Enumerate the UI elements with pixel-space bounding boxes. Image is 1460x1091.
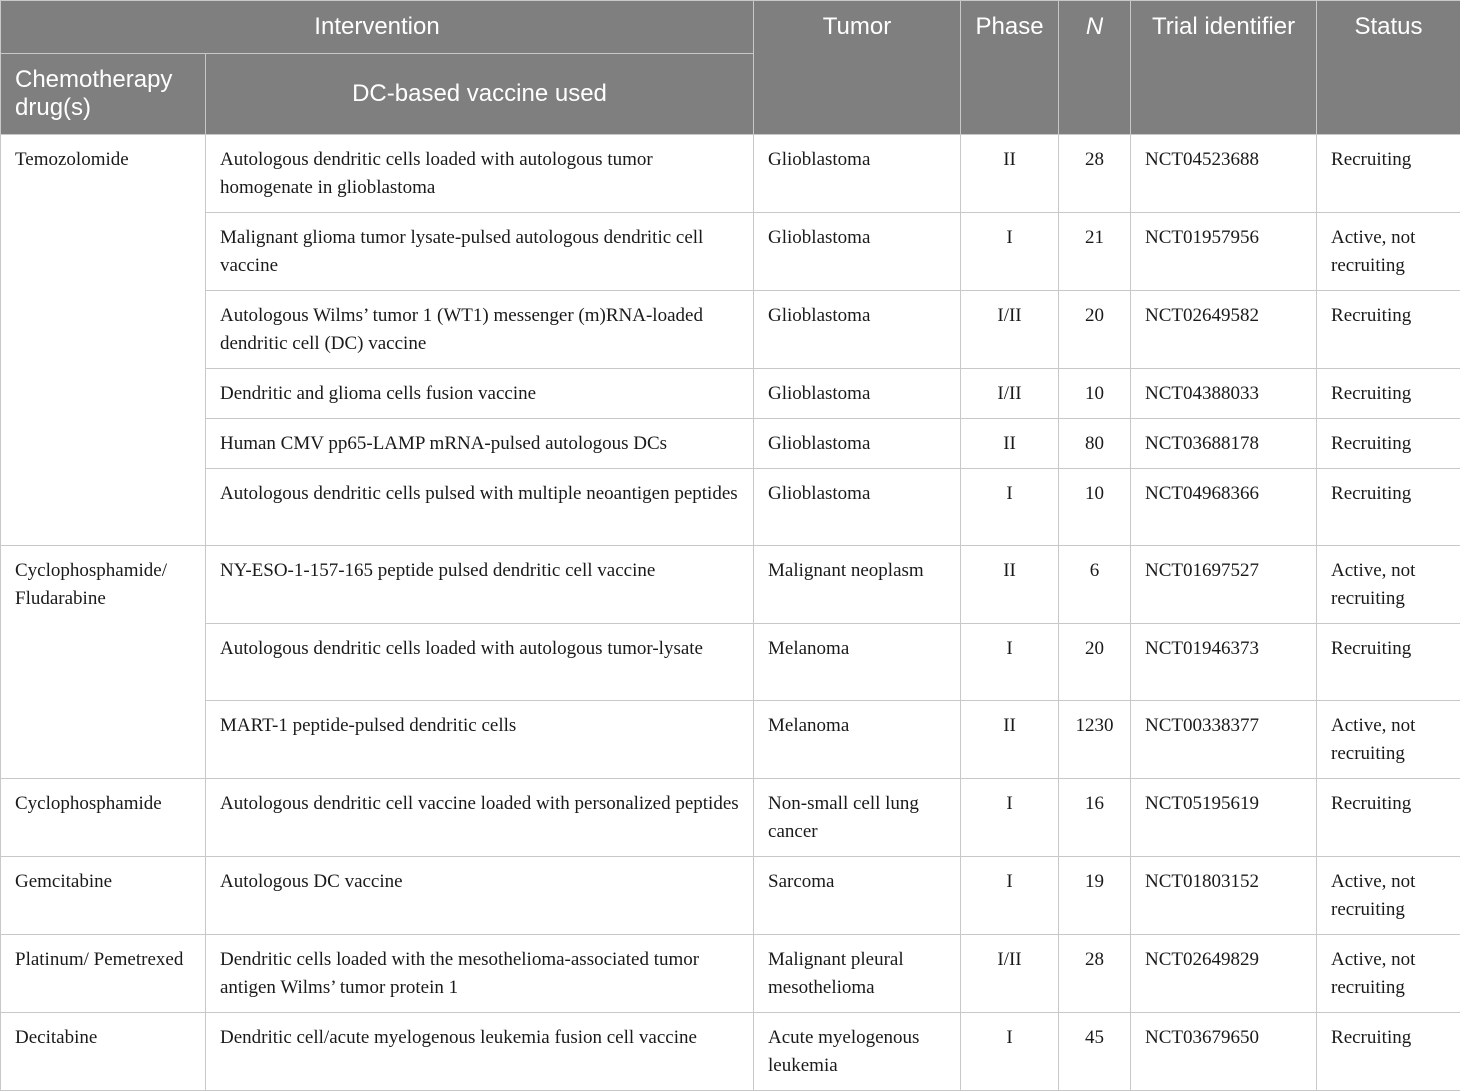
phase-cell: I/II	[961, 935, 1059, 1013]
status-cell: Recruiting	[1317, 291, 1460, 369]
vaccine-cell: Autologous dendritic cells pulsed with multiple neoantigen peptides	[206, 469, 754, 546]
status-cell: Recruiting	[1317, 369, 1460, 419]
status-cell: Recruiting	[1317, 419, 1460, 469]
table-body	[1, 135, 1460, 1091]
vaccine-cell: Autologous dendritic cells loaded with autologous tumor-lysate	[206, 624, 754, 701]
vaccine-cell: NY-ESO-1-157-165 peptide pulsed dendritic cell vaccine	[206, 546, 754, 624]
table-row	[1, 291, 1460, 369]
header-intervention: Intervention	[1, 1, 754, 54]
phase-cell: I	[961, 1013, 1059, 1091]
tumor-cell: Acute myelogenous leukemia	[754, 1013, 961, 1091]
table-row	[1, 624, 1460, 701]
phase-cell: I	[961, 624, 1059, 701]
n-cell: 10	[1059, 469, 1131, 546]
status-cell: Recruiting	[1317, 135, 1460, 213]
trial-id-cell: NCT00338377	[1131, 701, 1317, 779]
status-cell: Recruiting	[1317, 624, 1460, 701]
tumor-cell: Glioblastoma	[754, 419, 961, 469]
trial-id-cell: NCT04523688	[1131, 135, 1317, 213]
vaccine-cell: Dendritic cells loaded with the mesothelioma-associated tumor antigen Wilms’ tumor protein 1	[206, 935, 754, 1013]
phase-cell: I	[961, 469, 1059, 546]
n-cell: 6	[1059, 546, 1131, 624]
phase-cell: I/II	[961, 291, 1059, 369]
trial-id-cell: NCT01803152	[1131, 857, 1317, 935]
phase-cell: I	[961, 213, 1059, 291]
header-phase: Phase	[961, 1, 1059, 135]
tumor-cell: Non-small cell lung cancer	[754, 779, 961, 857]
vaccine-cell: Autologous dendritic cell vaccine loaded with personalized peptides	[206, 779, 754, 857]
tumor-cell: Glioblastoma	[754, 369, 961, 419]
vaccine-cell: Autologous Wilms’ tumor 1 (WT1) messenger (m)RNA-loaded dendritic cell (DC) vaccine	[206, 291, 754, 369]
tumor-cell: Sarcoma	[754, 857, 961, 935]
tumor-cell: Malignant neoplasm	[754, 546, 961, 624]
header-tumor: Tumor	[754, 1, 961, 135]
table-row	[1, 701, 1460, 779]
phase-cell: I/II	[961, 369, 1059, 419]
phase-cell: II	[961, 135, 1059, 213]
trial-id-cell: NCT01957956	[1131, 213, 1317, 291]
phase-cell: I	[961, 857, 1059, 935]
status-cell: Active, not recruiting	[1317, 701, 1460, 779]
status-cell: Active, not recruiting	[1317, 935, 1460, 1013]
n-cell: 28	[1059, 935, 1131, 1013]
table-row	[1, 213, 1460, 291]
drug-cell: Cyclophosphamide	[1, 779, 206, 857]
status-cell: Recruiting	[1317, 779, 1460, 857]
tumor-cell: Glioblastoma	[754, 291, 961, 369]
vaccine-cell: MART-1 peptide-pulsed dendritic cells	[206, 701, 754, 779]
tumor-cell: Glioblastoma	[754, 469, 961, 546]
n-cell: 16	[1059, 779, 1131, 857]
n-cell: 1230	[1059, 701, 1131, 779]
phase-cell: II	[961, 701, 1059, 779]
n-cell: 21	[1059, 213, 1131, 291]
trial-id-cell: NCT01697527	[1131, 546, 1317, 624]
header-trial-identifier: Trial identifier	[1131, 1, 1317, 135]
trial-id-cell: NCT04968366	[1131, 469, 1317, 546]
n-cell: 20	[1059, 291, 1131, 369]
n-cell: 28	[1059, 135, 1131, 213]
status-cell: Active, not recruiting	[1317, 546, 1460, 624]
table-row	[1, 135, 1460, 213]
table-row	[1, 469, 1460, 546]
status-cell: Active, not recruiting	[1317, 857, 1460, 935]
status-cell: Active, not recruiting	[1317, 213, 1460, 291]
tumor-cell: Glioblastoma	[754, 135, 961, 213]
vaccine-cell: Dendritic cell/acute myelogenous leukemia fusion cell vaccine	[206, 1013, 754, 1091]
tumor-cell: Melanoma	[754, 701, 961, 779]
n-cell: 20	[1059, 624, 1131, 701]
trial-id-cell: NCT05195619	[1131, 779, 1317, 857]
vaccine-cell: Human CMV pp65-LAMP mRNA-pulsed autologous DCs	[206, 419, 754, 469]
phase-cell: II	[961, 419, 1059, 469]
vaccine-cell: Autologous dendritic cells loaded with autologous tumor homogenate in glioblastoma	[206, 135, 754, 213]
drug-cell: Decitabine	[1, 1013, 206, 1091]
trial-id-cell: NCT03679650	[1131, 1013, 1317, 1091]
tumor-cell: Malignant pleural mesothelioma	[754, 935, 961, 1013]
trial-id-cell: NCT04388033	[1131, 369, 1317, 419]
status-cell: Recruiting	[1317, 1013, 1460, 1091]
trial-id-cell: NCT02649829	[1131, 935, 1317, 1013]
header-chemotherapy-drugs: Chemotherapy drug(s)	[1, 54, 206, 135]
table-row	[1, 1013, 1460, 1091]
header-status: Status	[1317, 1, 1460, 135]
vaccine-cell: Autologous DC vaccine	[206, 857, 754, 935]
drug-cell: Gemcitabine	[1, 857, 206, 935]
phase-cell: I	[961, 779, 1059, 857]
table-row	[1, 546, 1460, 624]
tumor-cell: Melanoma	[754, 624, 961, 701]
table-row	[1, 857, 1460, 935]
trial-id-cell: NCT01946373	[1131, 624, 1317, 701]
trial-id-cell: NCT03688178	[1131, 419, 1317, 469]
table-row	[1, 419, 1460, 469]
header-n-label: N	[1086, 13, 1103, 40]
phase-cell: II	[961, 546, 1059, 624]
table-row	[1, 779, 1460, 857]
header-dc-vaccine: DC-based vaccine used	[206, 54, 754, 135]
n-cell: 10	[1059, 369, 1131, 419]
vaccine-cell: Malignant glioma tumor lysate-pulsed autologous dendritic cell vaccine	[206, 213, 754, 291]
table-row	[1, 935, 1460, 1013]
header-n	[1059, 1, 1131, 135]
tumor-cell: Glioblastoma	[754, 213, 961, 291]
drug-cell: Cyclophosphamide/ Fludarabine	[1, 546, 206, 779]
status-cell: Recruiting	[1317, 469, 1460, 546]
drug-cell: Platinum/ Pemetrexed	[1, 935, 206, 1013]
n-cell: 19	[1059, 857, 1131, 935]
table-header	[1, 1, 1460, 135]
vaccine-cell: Dendritic and glioma cells fusion vaccine	[206, 369, 754, 419]
table-row	[1, 369, 1460, 419]
drug-cell: Temozolomide	[1, 135, 206, 546]
n-cell: 80	[1059, 419, 1131, 469]
n-cell: 45	[1059, 1013, 1131, 1091]
trial-id-cell: NCT02649582	[1131, 291, 1317, 369]
